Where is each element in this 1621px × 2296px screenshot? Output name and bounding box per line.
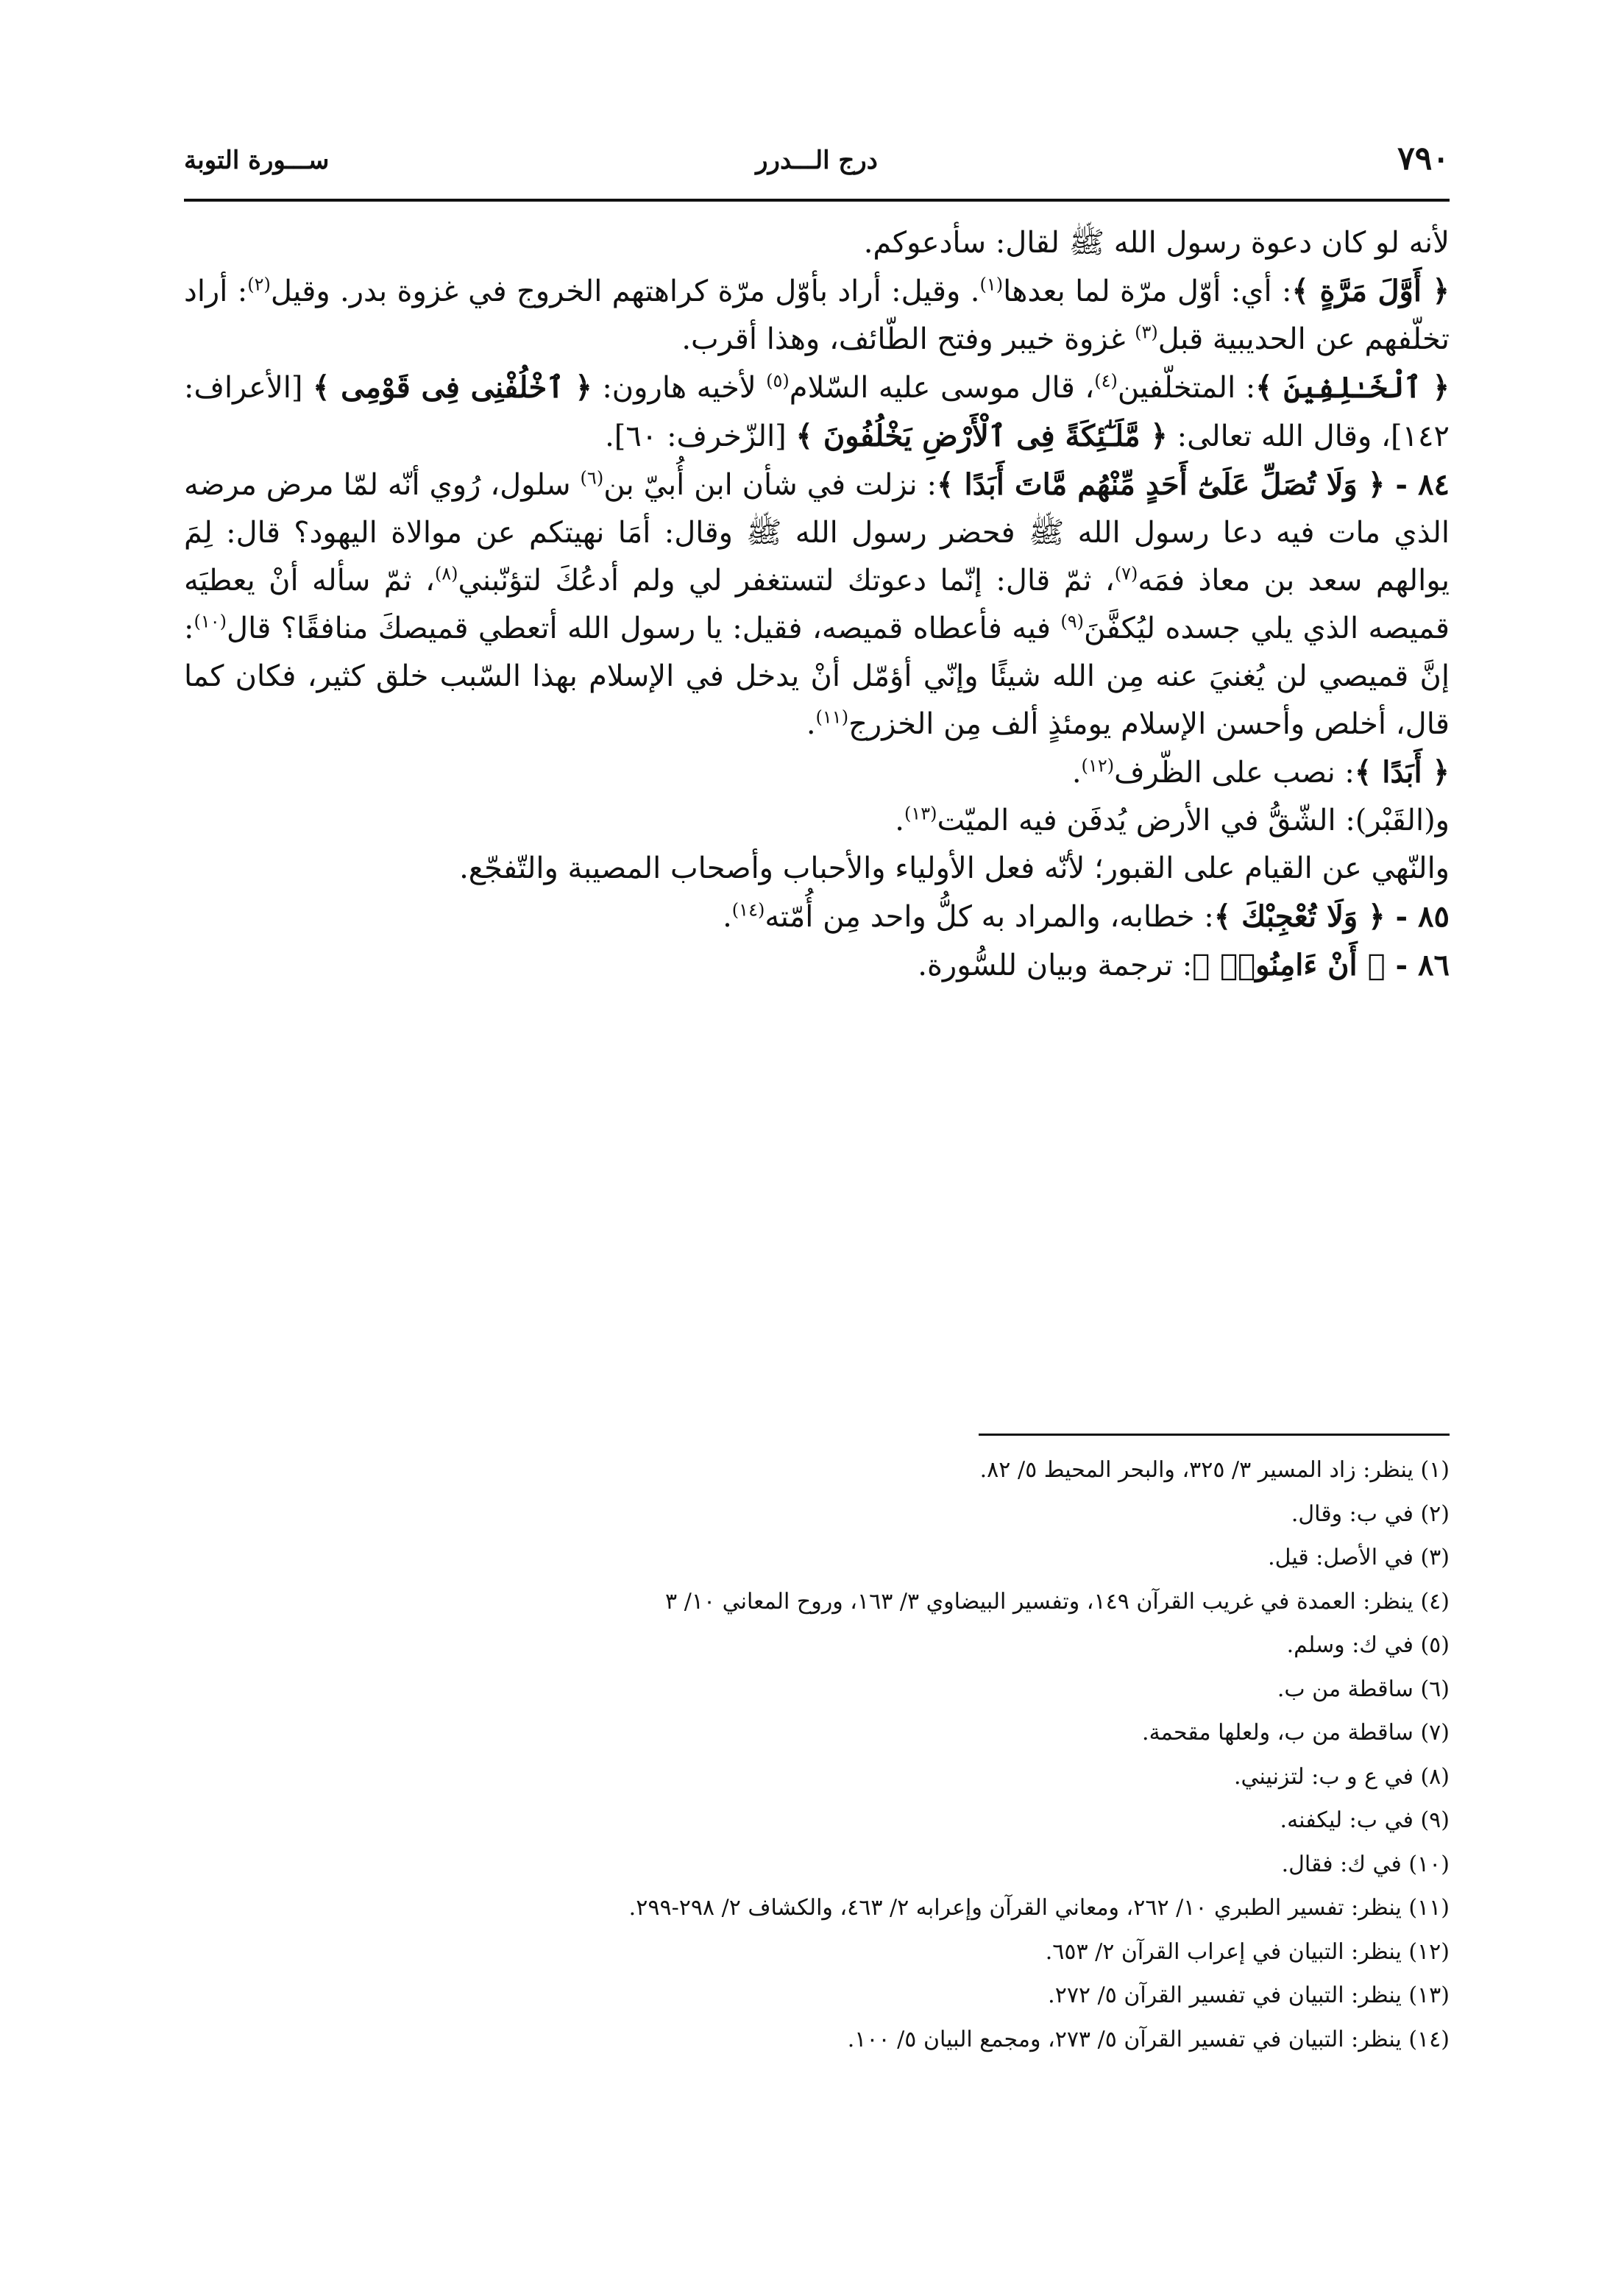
footnote-ref[interactable]: (٣) <box>1135 322 1158 343</box>
footnote-ref[interactable]: (٩) <box>1060 611 1085 632</box>
running-header <box>184 140 1450 191</box>
paragraph: ﴿ أَوَّلَ مَرَّةٍ ﴾: أي: أوّل مرّة لما بعدها$^{(١)}$. وقيل: أراد بأوّل مرّة كراهتهم الخروج في غزوة بدر. وقيل$^{(٢)}$: أراد تخلّفهم عن الحديبية قبل$^{(٣)}$ غزوة خيبر وفتح الطّائف، وهذا أقرب. <box>184 274 1450 356</box>
footnotes <box>184 1448 1450 2061</box>
footnote-ref[interactable]: (٨) <box>434 563 458 584</box>
quran-quote: ﴿ وَلَا تُعْجِبْكَ ﴾ <box>1213 899 1386 934</box>
footnote: (٥) في ك: وسلم. <box>1286 1632 1450 1658</box>
footnote-ref[interactable]: (١٣) <box>904 803 937 824</box>
quran-quote: ﴿ وَلَا تُصَلِّ عَلَىٰٓ أَحَدٍ مِّنْهُم مَّاتَ أَبَدًا ﴾ <box>936 467 1386 502</box>
footnote: (١٣) ينظر: التبيان في تفسير القرآن ٥/ ٢٧٢. <box>1048 1983 1450 2008</box>
footnote-ref[interactable]: (١٢) <box>1081 755 1115 776</box>
paragraph: ٨٥ - ﴿ وَلَا تُعْجِبْكَ ﴾: خطابه، والمراد به كلُّ واحد مِن أُمّته$^{(١٤)}$. <box>723 899 1450 934</box>
footnote: (٧) ساقطة من ب، ولعلها مقحمة. <box>1142 1720 1450 1746</box>
quran-quote: ﴿ ٱخْلُفْنِى فِى قَوْمِى ﴾ <box>313 370 592 405</box>
page-number: ٧٩٠ <box>1397 140 1450 177</box>
footnote-ref[interactable]: (١٠) <box>194 611 227 632</box>
footnote: (١٢) ينظر: التبيان في إعراب القرآن ٢/ ٦٥٣. <box>1045 1938 1450 1965</box>
footnote: (٦) ساقطة من ب. <box>1277 1676 1450 1702</box>
footnote: (١١) ينظر: تفسير الطبري ١٠/ ٢٦٢، ومعاني القرآن وإعرابه ٢/ ٤٦٣، والكشاف ٢/ ٢٩٨-٢٩٩. <box>628 1895 1450 1921</box>
paragraph: ٨٤ - ﴿ وَلَا تُصَلِّ عَلَىٰٓ أَحَدٍ مِّنْهُم مَّاتَ أَبَدًا ﴾: نزلت في شأن ابن أُبيّ بن$^{(٦)}$ سلول، رُوي أنّه لمّا مرض مرضه الذي مات فيه دعا رسول الله ﷺ فحضر رسول الله ﷺ وقال: أمَا نهيتكم عن موالاة اليهود؟ قال: لِمَ يوالهم سعد بن معاذ فمَه$^{(٧)}$، ثمّ قال: إنّما دعوتك لتستغفر لي ولم أدعُكَ لتؤنّبني$^{(٨)}$، ثمّ سأله أنْ يعطيَه قميصه الذي يلي جسده ليُكفَّنَ$^{(٩)}$ فيه فأعطاه قميصه، فقيل: يا رسول الله أتعطي قميصكَ منافقًا؟ قال$^{(١٠)}$: إنَّ قميصي لن يُغنيَ عنه مِن الله شيئًا وإنّي أؤمّل أنْ يدخل في الإسلام بهذا السّبب خلق كثير، فكان كما قال، أخلص وأحسن الإسلام يومئذٍ ألف مِن الخزرج$^{(١١)}$. <box>184 467 1450 741</box>
footnote-ref[interactable]: (١٤) <box>731 899 765 921</box>
footnote: (١) ينظر: زاد المسير ٣/ ٣٢٥، والبحر المحيط ٥/ ٨٢. <box>979 1457 1450 1483</box>
footnote-ref[interactable]: (٧) <box>1114 563 1138 584</box>
quran-quote: ﴿ أَبَدًا ﴾ <box>1354 755 1450 790</box>
quran-quote: ﴿ ٱلْخَـٰلِفِينَ ﴾ <box>1255 370 1450 405</box>
quran-quote: ﴿ أَنْ ءَامِنُوا۟ ﴾ <box>1192 948 1386 982</box>
quran-quote: ﴿ أَوَّلَ مَرَّةٍ ﴾ <box>1291 274 1450 308</box>
footnote-ref[interactable]: (٤) <box>1094 370 1118 391</box>
paragraph: ﴿ أَبَدًا ﴾: نصب على الظّرف$^{(١٢)}$. <box>1071 755 1450 790</box>
paragraph: و(القَبْر): الشّقُّ في الأرض يُدفَن فيه الميّت$^{(١٣)}$. <box>895 803 1450 837</box>
header-rule <box>184 199 1450 202</box>
footnote: (٢) في ب: وقال. <box>1291 1500 1450 1527</box>
footnote-ref[interactable]: (٥) <box>766 370 790 391</box>
quran-quote: ﴿ مَّلَـٰٓئِكَةً فِى ٱلْأَرْضِ يَخْلُفُونَ ﴾ <box>795 419 1168 453</box>
footnote: (٣) في الأصل: قيل. <box>1268 1545 1450 1570</box>
footnote: (٨) في ع و ب: لتزنيني. <box>1233 1763 1450 1790</box>
paragraph: لأنه لو كان دعوة رسول الله ﷺ لقال: سأدعوكم. <box>863 226 1450 260</box>
surah-title: ســـورة التوبة <box>184 146 330 175</box>
paragraph: ﴿ ٱلْخَـٰلِفِينَ ﴾: المتخلّفين$^{(٤)}$، قال موسى عليه السّلام$^{(٥)}$ لأخيه هارون: ﴿ ٱخْلُفْنِى فِى قَوْمِى ﴾ [الأعراف: ١٤٢]، وقال الله تعالى: ﴿ مَّلَـٰٓئِكَةً فِى ٱلْأَرْضِ يَخْلُفُونَ ﴾ [الزّخرف: ٦٠]. <box>184 370 1450 453</box>
footnote: (١٤) ينظر: التبيان في تفسير القرآن ٥/ ٢٧٣، ومجمع البيان ٥/ ١٠٠. <box>847 2026 1450 2052</box>
footnote: (٩) في ب: ليكفنه. <box>1280 1807 1450 1833</box>
book-title: درج الـــدرر <box>756 146 878 175</box>
paragraph: ٨٦ - ﴿ أَنْ ءَامِنُوا۟ ﴾: ترجمة وبيان للسُّورة. <box>918 948 1450 982</box>
footnote-ref[interactable]: (١) <box>979 274 1004 295</box>
footnote-ref[interactable]: (٦) <box>580 467 604 489</box>
paragraph: والنّهي عن القيام على القبور؛ لأنّه فعل الأولياء والأحباب وأصحاب المصيبة والتّفجّع. <box>459 851 1450 885</box>
footnote: (١٠) في ك: فقال. <box>1281 1851 1450 1877</box>
footnote: (٤) ينظر: العمدة في غريب القرآن ١٤٩، وتفسير البيضاوي ٣/ ١٦٣، وروح المعاني ١٠/ ٣ <box>665 1588 1450 1615</box>
verse-number: ٨٤ - <box>1385 467 1450 502</box>
footnote-separator <box>979 1434 1450 1436</box>
footnote-ref[interactable]: (٢) <box>247 274 271 295</box>
verse-number: ٨٦ - <box>1385 948 1450 982</box>
footnote-ref[interactable]: (١١) <box>815 706 849 728</box>
verse-number: ٨٥ - <box>1385 899 1450 934</box>
main-text <box>184 219 1450 990</box>
